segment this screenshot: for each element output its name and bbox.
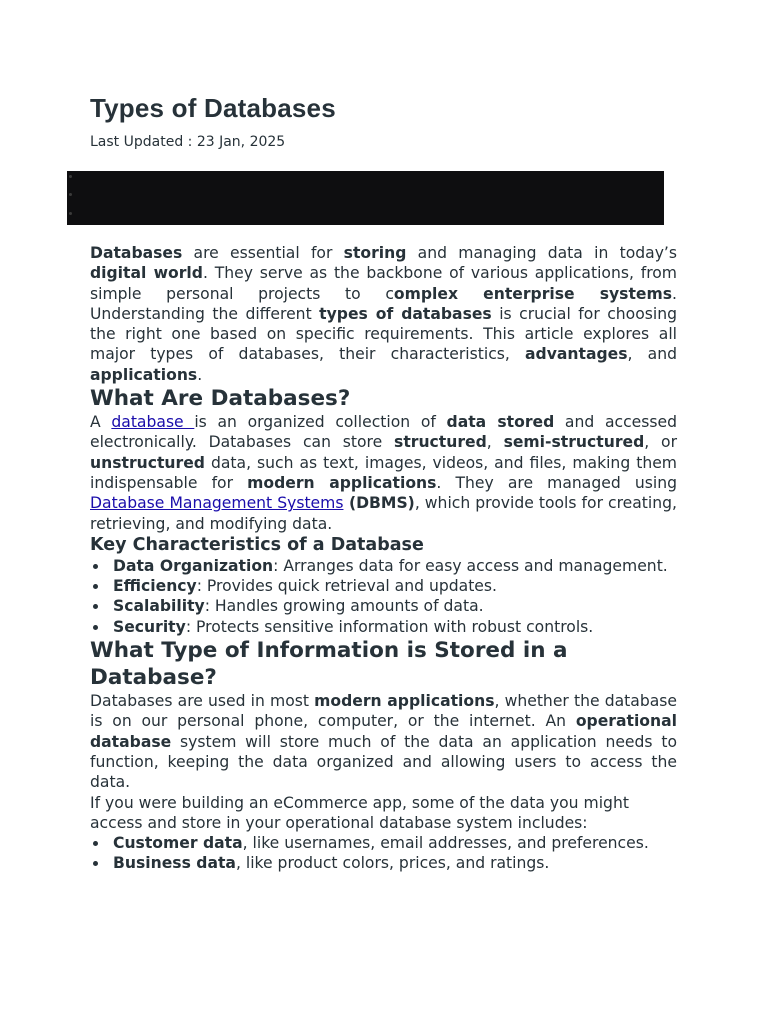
body-text: : Provides quick retrieval and updates. [196,577,497,596]
bold-text: omplex enterprise systems [393,284,673,303]
body-text: . They are managed using [436,473,677,492]
bold-text: modern applications [314,692,495,711]
body-text: , whether the database is on our personal phone, computer, or the internet. An [90,692,677,731]
list-item [113,833,677,853]
section-heading: What Type of Information is Stored in a Database? [90,638,568,691]
banner-dot [69,193,72,196]
body-text: : Handles growing amounts of data. [204,597,484,616]
body-text: and managing data in today’s [406,244,678,262]
data-types-list [90,833,677,874]
body-text: system will store much of the data an application needs to function, keeping the data organized and allowing users to access the data. [90,732,677,792]
body-text: , which provide tools for creating, retrieving, and modifying data. [90,494,677,533]
body-text: . [197,365,203,384]
banner-dot [69,212,72,215]
body-text: , or [644,433,677,452]
body-text: , [486,433,504,452]
bold-text: Databases [90,244,183,262]
ad-banner[interactable] [67,171,664,225]
bold-text: Scalability [113,597,205,616]
banner-dot [69,175,72,178]
body-text: . Understanding the different [90,284,677,323]
body-text: , like usernames, email addresses, and preferences. [242,834,649,853]
bold-text: advantages [525,345,628,364]
body-text: is crucial for choosing the right one based on specific requirements. This article explores all major types of databases, their characteristics, [90,304,677,364]
ecommerce-paragraph: If you were building an eCommerce app, some of the data you might access and store in your operational database system includes: [90,793,629,832]
bold-text: operational database [90,712,677,751]
bold-text: Data Organization [113,556,274,575]
subsection-heading: Key Characteristics of a Database [90,534,424,555]
body-text: : Protects sensitive information with robust controls. [185,617,594,636]
body-text: : Arranges data for easy access and management. [273,556,668,575]
characteristics-list [90,556,677,637]
body-text: are essential for [182,244,344,262]
body-text: , and [627,345,677,364]
bold-text: Efficiency [113,577,197,596]
dbms-link[interactable]: Database Management Systems [90,494,344,513]
bold-text: structured [394,433,487,452]
body-text: . They serve as the backbone of various applications, from simple personal projects to c [90,264,677,303]
list-item [113,556,677,576]
bold-text: (DBMS) [343,494,415,513]
section-heading: What Are Databases? [90,386,351,412]
body-text: is an organized collection of [194,413,447,432]
list-item [113,617,677,637]
database-link[interactable]: database [111,413,195,432]
info-paragraph [90,691,677,792]
what-are-paragraph [90,412,677,534]
page-title: Types of Databases [90,93,336,123]
bold-text: semi-structured [503,433,645,452]
bold-text: applications [90,365,198,384]
bold-text: storing [343,244,407,262]
intro-paragraph [90,243,677,385]
bold-text: data stored [446,413,555,432]
body-text: A [90,413,112,432]
bold-text: types of databases [319,304,492,323]
body-text: , like product colors, prices, and ratings. [235,854,550,873]
bold-text: modern applications [247,473,437,492]
bold-text: Business data [113,854,236,873]
body-text: Databases are used in most [90,692,315,711]
list-item [113,596,677,616]
last-updated-date: Last Updated : 23 Jan, 2025 [90,134,286,150]
body-text: data, such as text, images, videos, and files, making them indispensable for [90,453,677,492]
list-item [113,576,677,596]
article-body [90,243,677,874]
list-item [113,853,677,873]
bold-text: Customer data [113,834,243,853]
bold-text: digital world [90,264,203,283]
body-text: and accessed electronically. Databases can store [90,413,677,452]
bold-text: unstructured [90,453,205,472]
bold-text: Security [113,617,186,636]
